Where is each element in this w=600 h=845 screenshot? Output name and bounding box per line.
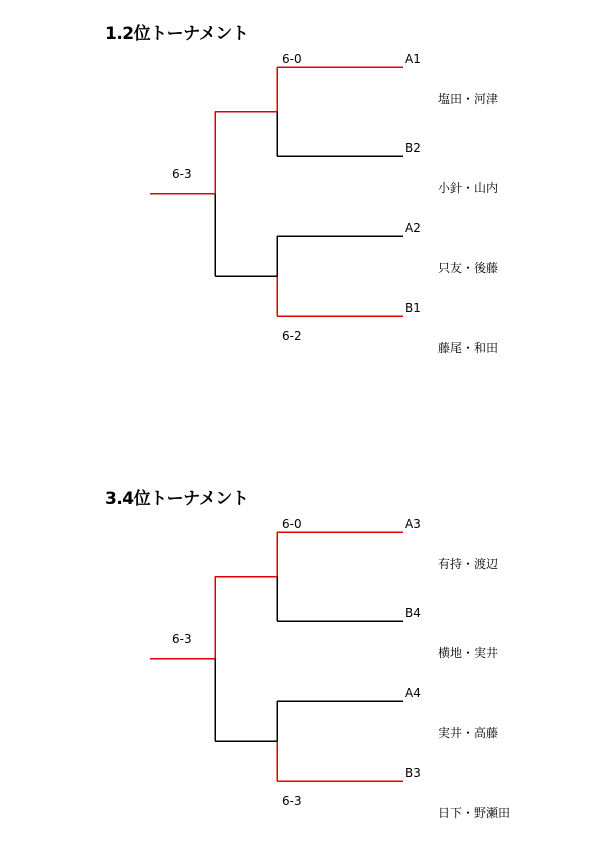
seed-label: B2 (405, 141, 421, 155)
semifinal-score: 6-0 (282, 517, 302, 531)
team-name: 小針・山内 (438, 181, 499, 195)
tournament-title-3-4: 3.4位トーナメント (105, 489, 249, 509)
semifinal-score: 6-2 (282, 329, 302, 343)
seed-label: B1 (405, 301, 421, 315)
tournament-title-1-2: 1.2位トーナメント (105, 24, 249, 44)
team-name: 藤尾・和田 (438, 341, 499, 355)
team-name: 塩田・河津 (438, 92, 499, 106)
seed-label: A4 (405, 686, 421, 700)
seed-label: A3 (405, 517, 421, 531)
seed-label: B3 (405, 766, 421, 780)
team-name: 有持・渡辺 (438, 557, 499, 571)
seed-label: A1 (405, 52, 421, 66)
team-name: 日下・野瀬田 (438, 806, 511, 820)
final-score: 6-3 (172, 631, 192, 646)
semifinal-score: 6-3 (282, 794, 302, 808)
team-name: 実井・高藤 (438, 726, 499, 740)
semifinal-score: 6-0 (282, 52, 302, 66)
seed-label: B4 (405, 606, 421, 620)
seed-label: A2 (405, 221, 421, 235)
team-name: 横地・実井 (438, 646, 499, 660)
bracket-3-4 (0, 515, 600, 845)
bracket-1-2 (0, 50, 600, 380)
team-name: 只友・後藤 (438, 261, 499, 275)
final-score: 6-3 (172, 166, 192, 181)
